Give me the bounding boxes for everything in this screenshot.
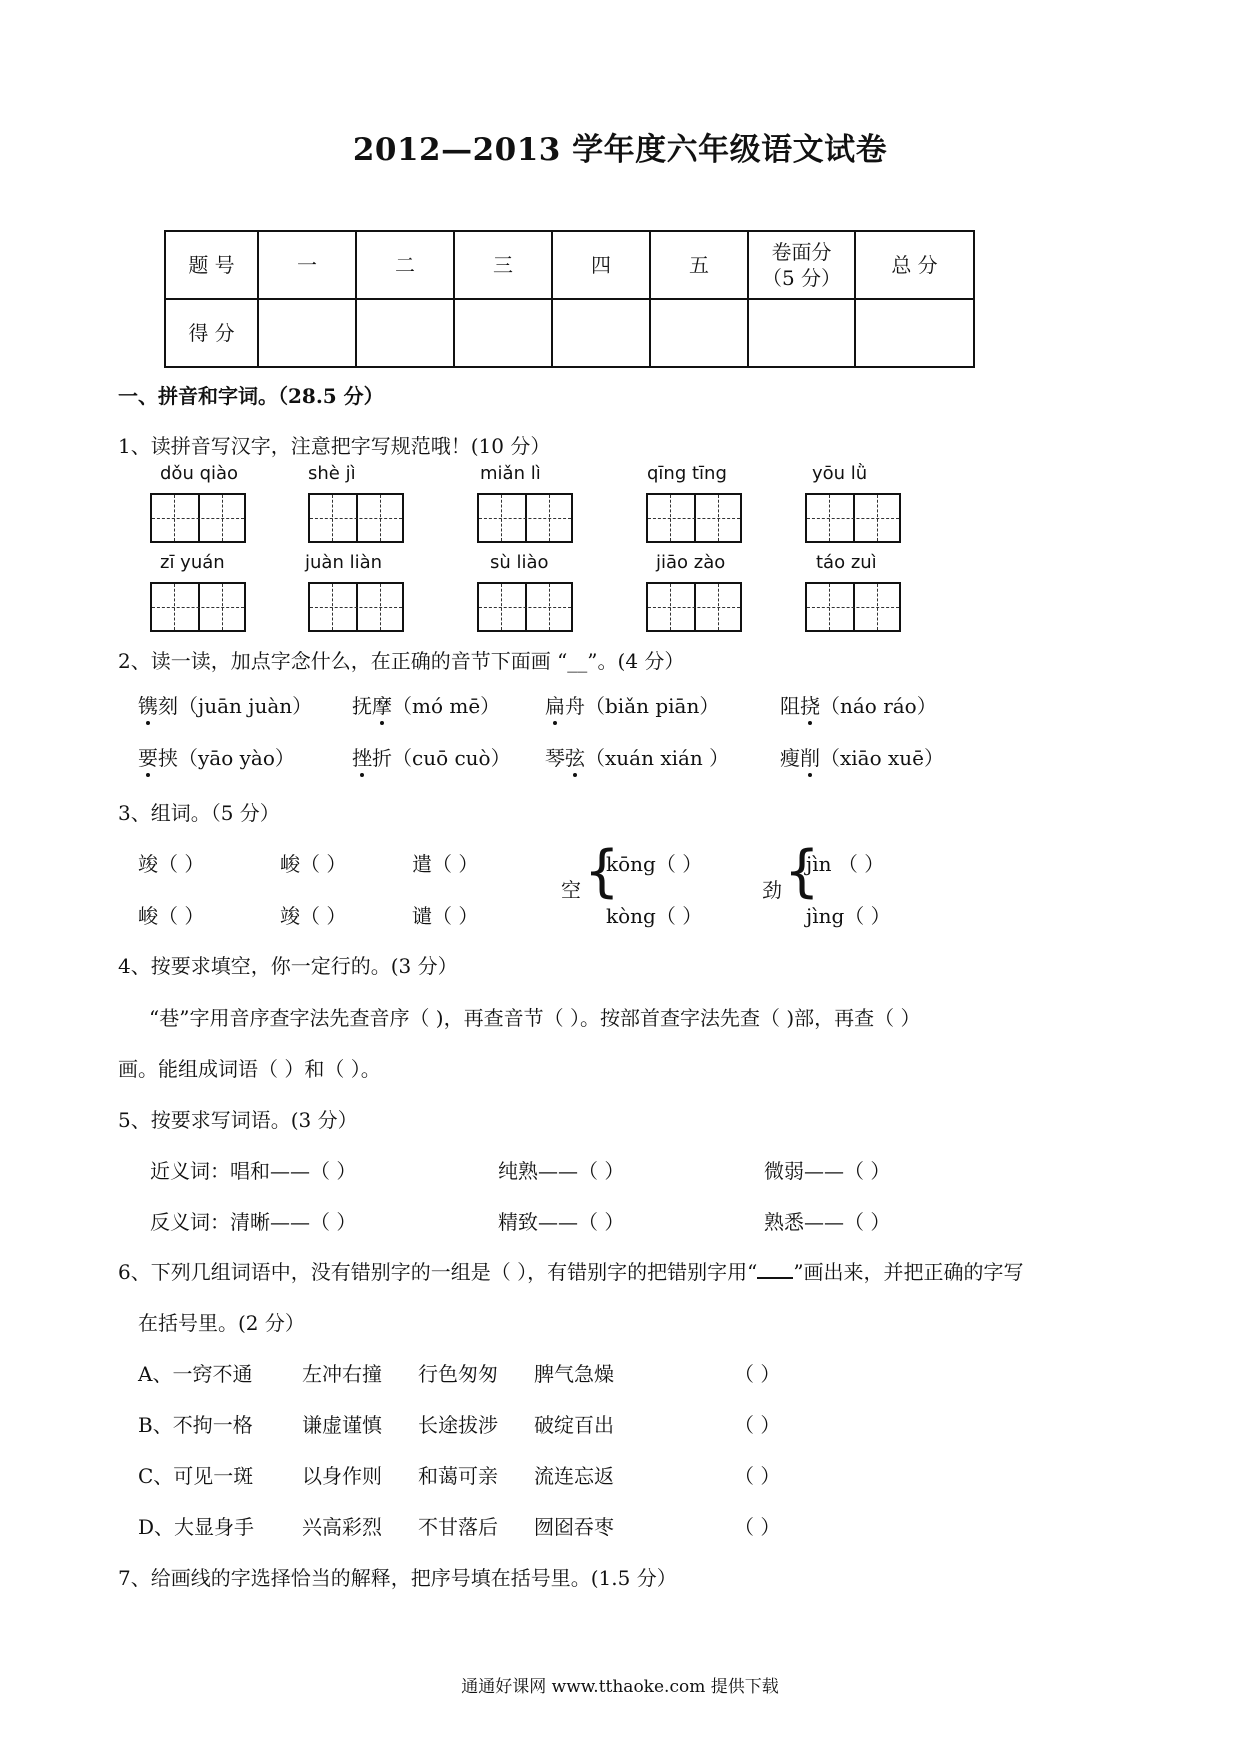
brace-icon: { [584, 839, 620, 904]
q6-option-a-word: 行色匆匆 [418, 1362, 498, 1386]
q4-line-2: 画。能组成词语（ ）和（ ）。 [118, 1057, 381, 1081]
score-cell[interactable] [650, 299, 748, 367]
writing-grid[interactable] [805, 493, 901, 543]
q2-prompt: 2、读一读，加点字念什么，在正确的音节下面画 “__”。(4 分） [118, 649, 685, 673]
q2-item: 扁舟（biǎn piān） [545, 690, 719, 719]
q1-pinyin: juàn liàn [305, 552, 383, 573]
q7-prompt: 7、给画线的字选择恰当的解释，把序号填在括号里。(1.5 分） [118, 1566, 677, 1590]
q6-option-d-word: 囫囵吞枣 [534, 1515, 614, 1539]
q2-item: 镌刻（juān juàn） [138, 690, 312, 719]
q1-pinyin: sù liào [490, 552, 549, 573]
writing-grid[interactable] [308, 582, 404, 632]
q5-item: 精致——（ ） [498, 1210, 625, 1234]
footer-credit: 通通好课网 www.tthaoke.com 提供下载 [461, 1677, 779, 1697]
q1-prompt: 1、读拼音写汉字，注意把字写规范哦！(10 分） [118, 434, 551, 458]
q1-pinyin: dǒu qiào [160, 463, 239, 484]
q6-option-c-word: 以身作则 [302, 1464, 382, 1488]
q6-option-b-word: 长途拔涉 [418, 1413, 498, 1437]
q6-prompt-cont: 在括号里。(2 分） [138, 1311, 305, 1335]
score-header-neatness: 卷面分 （5 分） [748, 231, 855, 299]
q6-answer-blank[interactable]: （ ） [734, 1362, 781, 1386]
q1-pinyin: táo zuì [816, 552, 877, 573]
q2-item: 阻挠（náo ráo） [780, 690, 937, 719]
writing-grid[interactable] [646, 582, 742, 632]
q6-answer-blank[interactable]: （ ） [734, 1413, 781, 1437]
q3-pinyin-kong1: kōng（ ） [606, 852, 703, 876]
q3-word: 峻（ ） [138, 904, 205, 928]
section-1-heading: 一、拼音和字词。（28.5 分） [118, 384, 384, 408]
q2-item: 抚摩（mó mē） [352, 690, 500, 719]
score-cell[interactable] [258, 299, 356, 367]
score-header-4: 四 [552, 231, 650, 299]
score-row-label: 得 分 [165, 299, 258, 367]
q6-prompt: 6、下列几组词语中，没有错别字的一组是（ ），有错别字的把错别字用“ ”画出来，并把正确的字写 [118, 1260, 1024, 1284]
q3-char-kong: 空 [561, 878, 581, 902]
q3-pinyin-kong2: kòng（ ） [606, 904, 703, 928]
score-cell[interactable] [748, 299, 855, 367]
q3-char-jin: 劲 [762, 878, 782, 902]
writing-grid[interactable] [150, 582, 246, 632]
writing-grid[interactable] [477, 493, 573, 543]
writing-grid[interactable] [477, 582, 573, 632]
q6-option-c-word: 和蔼可亲 [418, 1464, 498, 1488]
q6-option-b-word: 破绽百出 [534, 1413, 614, 1437]
q6-option-d: D、大显身手 [138, 1515, 255, 1539]
writing-grid[interactable] [805, 582, 901, 632]
q6-option-a: A、一窍不通 [138, 1362, 253, 1386]
score-table [164, 230, 975, 368]
q5-item: 熟悉——（ ） [764, 1210, 891, 1234]
q3-word: 竣（ ） [138, 852, 205, 876]
q2-item: 瘦削（xiāo xuē） [780, 742, 944, 771]
q1-pinyin: yōu lǜ [812, 463, 868, 484]
q6-option-b-word: 谦虚谨慎 [302, 1413, 382, 1437]
q3-word: 竣（ ） [280, 904, 347, 928]
q6-option-a-word: 左冲右撞 [302, 1362, 382, 1386]
q6-option-c: C、可见一斑 [138, 1464, 254, 1488]
writing-grid[interactable] [150, 493, 246, 543]
q5-prompt: 5、按要求写词语。(3 分） [118, 1108, 358, 1132]
q6-answer-blank[interactable]: （ ） [734, 1515, 781, 1539]
q3-word: 谴（ ） [412, 904, 479, 928]
score-header-2: 二 [356, 231, 454, 299]
page-title: 2012—2013 学年度六年级语文试卷 [352, 132, 888, 168]
q1-pinyin: miǎn lì [480, 463, 541, 484]
q3-pinyin-jin1: jìn （ ） [806, 852, 885, 876]
q6-option-d-word: 兴高彩烈 [302, 1515, 382, 1539]
score-cell[interactable] [855, 299, 974, 367]
score-header-3: 三 [454, 231, 552, 299]
q3-word: 峻（ ） [280, 852, 347, 876]
underline-mark [757, 1263, 793, 1279]
q2-item: 琴弦（xuán xián ） [545, 742, 729, 771]
score-header-total: 总 分 [855, 231, 974, 299]
q6-option-c-word: 流连忘返 [534, 1464, 614, 1488]
score-cell[interactable] [552, 299, 650, 367]
q5-item: 反义词：清晰——（ ） [150, 1210, 357, 1234]
q5-item: 近义词：唱和——（ ） [150, 1159, 357, 1183]
q1-pinyin: jiāo zào [656, 552, 726, 573]
q2-item: 要挟（yāo yào） [138, 742, 295, 771]
q5-item: 纯熟——（ ） [498, 1159, 625, 1183]
q6-answer-blank[interactable]: （ ） [734, 1464, 781, 1488]
q1-pinyin: zī yuán [160, 552, 225, 573]
q3-prompt: 3、组词。（5 分） [118, 801, 280, 825]
q1-pinyin: shè jì [308, 463, 356, 484]
score-header-1: 一 [258, 231, 356, 299]
q2-item: 挫折（cuō cuò） [352, 742, 511, 771]
writing-grid[interactable] [308, 493, 404, 543]
q6-option-a-word: 脾气急燥 [534, 1362, 614, 1386]
score-cell[interactable] [356, 299, 454, 367]
q3-word: 遣（ ） [412, 852, 479, 876]
score-cell[interactable] [454, 299, 552, 367]
writing-grid[interactable] [646, 493, 742, 543]
q3-pinyin-jin2: jìng（ ） [806, 904, 891, 928]
brace-icon: { [784, 839, 820, 904]
q4-prompt: 4、按要求填空，你一定行的。(3 分） [118, 954, 458, 978]
q5-item: 微弱——（ ） [764, 1159, 891, 1183]
score-header-label: 题 号 [165, 231, 258, 299]
q6-option-d-word: 不甘落后 [418, 1515, 498, 1539]
q1-pinyin: qīng tīng [647, 463, 727, 484]
q4-line-1: “巷”字用音序查字法先查音序（ )，再查音节（ ）。按部首查字法先查（ )部，再查（ ） [149, 1006, 921, 1030]
q6-option-b: B、不拘一格 [138, 1413, 253, 1437]
score-header-5: 五 [650, 231, 748, 299]
